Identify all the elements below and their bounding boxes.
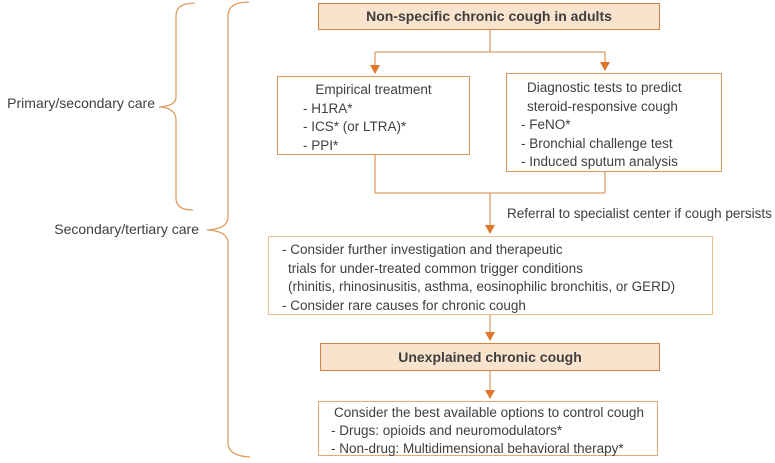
node-title-line: Diagnostic tests to predict [527, 80, 682, 95]
node-title: Unexplained chronic cough [398, 348, 582, 365]
node-title: Consider the best available options to control cough [334, 405, 644, 420]
node-title-line: steroid-responsive cough [527, 98, 678, 114]
list-item: - Consider rare causes for chronic cough [282, 297, 526, 313]
arrowhead-diagnostic [600, 62, 610, 71]
list-item: - FeNO* [521, 117, 571, 132]
list-item: - PPI* [303, 137, 339, 153]
list-item: - Non-drug: Multidimensional behavioral therapy* [331, 441, 624, 456]
node-further-investigation [268, 236, 713, 315]
label-secondary-tertiary-care: Secondary/tertiary care [54, 221, 199, 237]
arrowhead-unexplained [485, 332, 495, 341]
node-empirical-treatment [277, 76, 470, 155]
list-item: - H1RA* [303, 100, 353, 116]
list-item-continuation: trials for under-treated common trigger conditions [288, 260, 583, 276]
node-control-options [318, 401, 658, 456]
node-nonspecific-chronic-cough [318, 3, 660, 30]
node-title: Empirical treatment [315, 82, 432, 97]
arrowhead-investigation [485, 225, 495, 234]
brace-primary-secondary [159, 3, 195, 210]
list-item: - Drugs: opioids and neuromodulators* [331, 423, 563, 438]
list-item: - Bronchial challenge test [521, 135, 673, 151]
list-item: - Consider further investigation and therapeutic [282, 242, 563, 257]
list-item-continuation: (rhinitis, rhinosinusitis, asthma, eosinophilic bronchitis, or GERD) [288, 279, 676, 294]
list-item: - ICS* (or LTRA)* [303, 119, 407, 134]
edge-label-referral: Referral to specialist center if cough persists [507, 206, 772, 221]
node-title: Non-specific chronic cough in adults [366, 8, 612, 25]
node-unexplained-chronic-cough [320, 343, 660, 371]
node-diagnostic-tests [506, 73, 722, 172]
arrowhead-empirical [370, 65, 380, 74]
arrowhead-options [485, 390, 495, 399]
list-item: - Induced sputum analysis [521, 154, 678, 169]
label-primary-secondary-care: Primary/secondary care [7, 95, 155, 111]
brace-secondary-tertiary [207, 2, 250, 457]
